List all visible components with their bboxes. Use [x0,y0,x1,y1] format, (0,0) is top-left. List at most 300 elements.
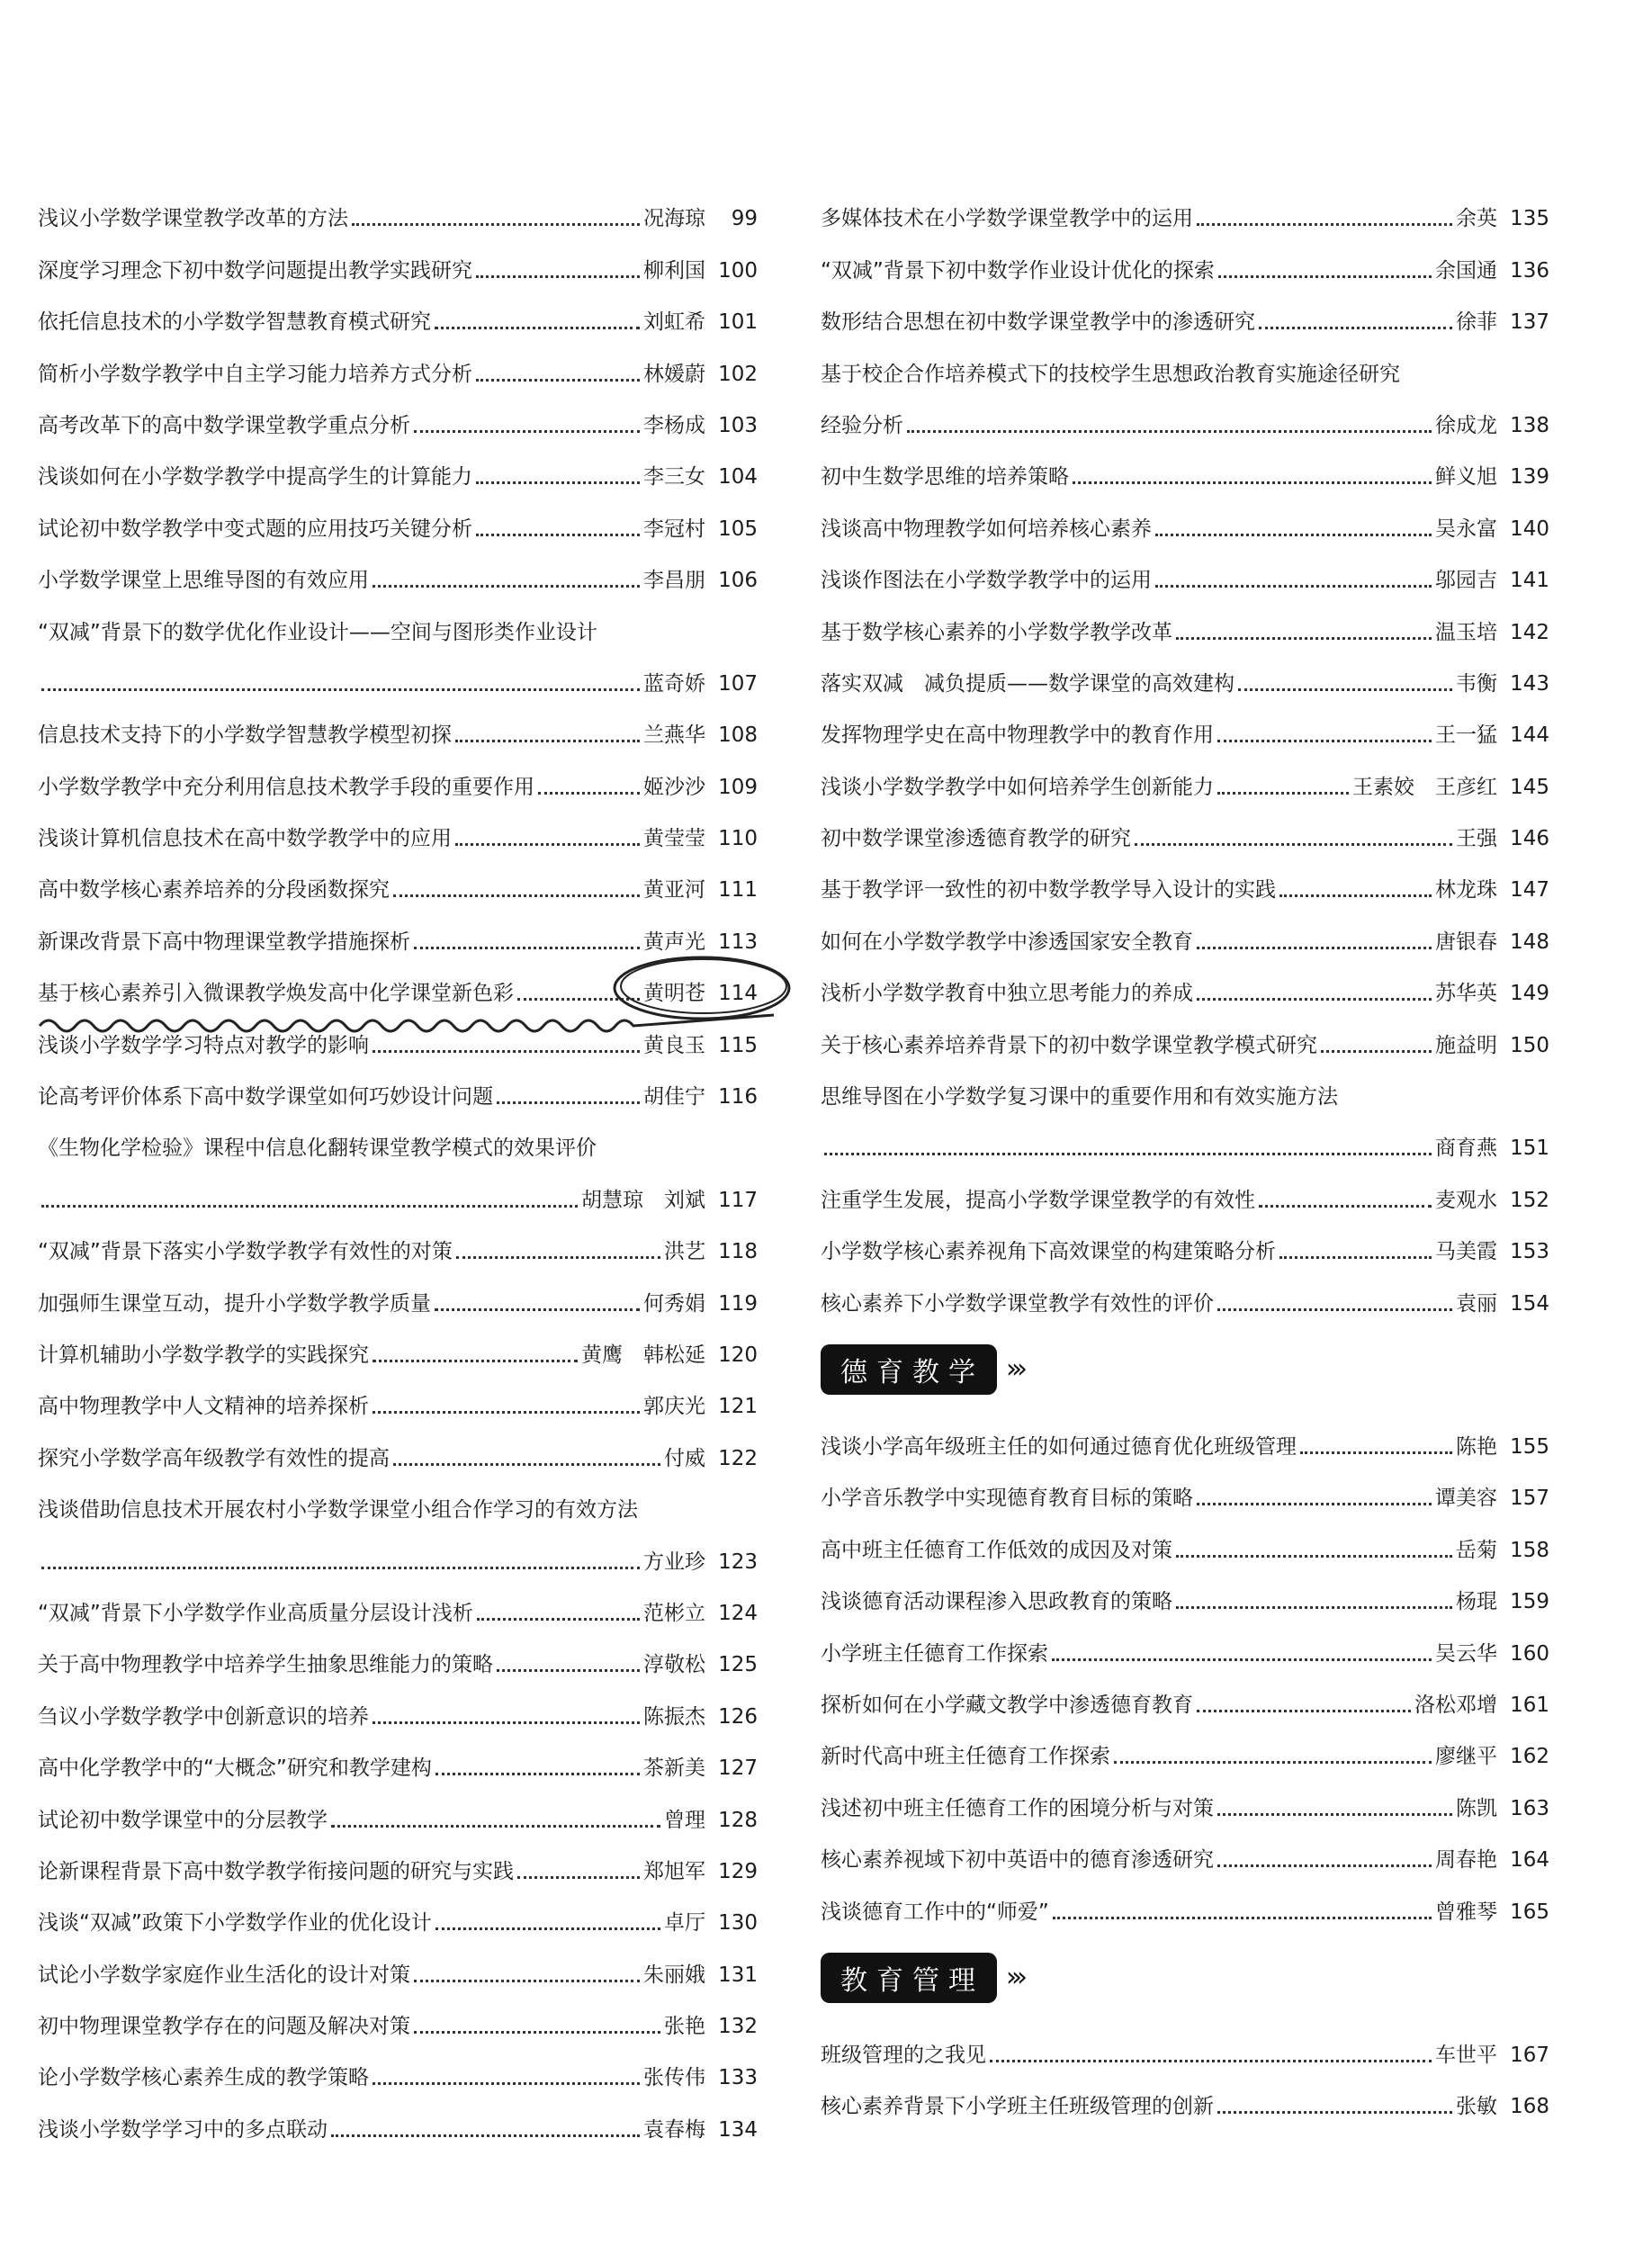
dot-leader [41,1204,578,1208]
toc-entry [38,602,758,653]
entry-page-number: 131 [718,1963,758,1987]
entry-author: 徐菲 [1456,310,1497,335]
entry-page-number: 115 [718,1033,758,1057]
entry-title: 数形结合思想在初中数学课堂教学中的渗透研究 [821,310,1255,335]
toc-entry [821,1469,1549,1520]
entry-author: 袁丽 [1456,1291,1497,1316]
entry-title: 核心素养视域下初中英语中的德育渗透研究 [821,1848,1214,1873]
entry-page-number: 102 [718,362,758,386]
entry-page-number: 155 [1510,1434,1549,1459]
entry-author: 方业珍 [643,1550,705,1574]
entry-title: 浅谈计算机信息技术在高中数学教学中的应用 [38,827,452,851]
toc-entry [38,240,758,292]
toc-entry [821,551,1549,602]
entry-title: 关于核心素养培养背景下的初中数学课堂教学模式研究 [821,1033,1317,1057]
dot-leader [1217,2110,1452,2114]
entry-title: 加强师生课堂互动，提升小学数学教学质量 [38,1291,431,1316]
entry-page-number: 127 [718,1756,758,1781]
entry-author: 兰燕华 [643,723,705,748]
toc-entry [38,1945,758,1996]
dot-leader [1197,1502,1432,1505]
toc-entry [38,1738,758,1790]
dot-leader [1176,1554,1452,1558]
dot-leader [538,791,640,795]
entry-author: 蓝奇娇 [643,671,705,696]
toc-entry [38,1532,758,1583]
entry-title: 发挥物理学史在高中物理教学中的教育作用 [821,723,1214,748]
toc-entry [38,1377,758,1428]
entry-title: 浅述初中班主任德育工作的困境分析与对策 [821,1796,1214,1820]
entry-title: “双减”背景下落实小学数学教学有效性的对策 [38,1240,453,1264]
entry-page-number: 157 [1510,1487,1549,1511]
entry-page-number: 132 [718,2015,758,2039]
entry-page-number: 101 [718,310,758,335]
toc-entry [38,292,758,344]
toc-entry [821,809,1549,860]
entry-author: 黄明苍 [643,982,705,1006]
entry-title: 浅谈德育活动课程渗入思政教育的策略 [821,1590,1172,1614]
entry-author: 吴永富 [1435,517,1497,541]
dot-leader [414,429,640,433]
toc-entry [38,654,758,705]
dot-leader [373,1410,640,1414]
entry-author: 淳敬松 [643,1653,705,1677]
toc-entry [821,1119,1549,1170]
toc-entry [821,189,1549,240]
entry-page-number: 138 [1510,413,1549,437]
dot-leader [1176,636,1432,640]
entry-author: 苏华英 [1435,982,1497,1006]
entry-author: 唐银春 [1435,930,1497,954]
entry-author: 徐成龙 [1435,413,1497,437]
entry-title: 思维导图在小学数学复习课中的重要作用和有效实施方法 [821,1085,1338,1110]
entry-title: 论新课程背景下高中数学教学衔接问题的研究与实践 [38,1859,514,1883]
entry-title: 高中物理教学中人文精神的培养探析 [38,1395,369,1419]
entry-title: 基于校企合作培养模式下的技校学生思想政治教育实施途径研究 [821,362,1400,386]
entry-title: 浅谈小学数学学习特点对教学的影响 [38,1033,369,1057]
entry-page-number: 117 [718,1188,758,1212]
entry-author: 李杨成 [643,413,705,437]
toc-entry [821,1676,1549,1727]
entry-title: 高考改革下的高中数学课堂教学重点分析 [38,413,410,437]
dot-leader [497,1668,640,1672]
entry-title: 初中生数学思维的培养策略 [821,465,1069,490]
toc-entry [821,602,1549,653]
dot-leader [1279,1255,1432,1259]
entry-author: 范彬立 [643,1601,705,1625]
dot-leader [517,997,640,1001]
toc-entry [821,2026,1549,2077]
entry-title: 核心素养下小学数学课堂教学有效性的评价 [821,1291,1214,1316]
entry-author: 姬沙沙 [643,775,705,799]
entry-title: 小学数学教学中充分利用信息技术教学手段的重要作用 [38,775,534,799]
entry-page-number: 99 [731,207,758,231]
toc-entry [821,447,1549,499]
entry-author: 余英 [1456,207,1497,231]
entry-author: 茶新美 [643,1756,705,1781]
dot-leader [1217,739,1432,742]
entry-title: 《生物化学检验》课程中信息化翻转课堂教学模式的效果评价 [38,1136,597,1161]
toc-entry [38,189,758,240]
entry-page-number: 164 [1510,1848,1549,1873]
entry-page-number: 110 [718,827,758,851]
dot-leader [824,1152,1432,1155]
chevron-right-icon: ››› [1006,1353,1022,1386]
toc-entry [821,1830,1549,1882]
entry-author: 张传伟 [643,2066,705,2090]
dot-leader [331,1824,660,1828]
entry-page-number: 143 [1510,671,1549,696]
entry-page-number: 160 [1510,1641,1549,1666]
entry-author: 张敏 [1456,2095,1497,2119]
entry-author: 郑旭军 [643,1859,705,1883]
entry-author: 周春艳 [1435,1848,1497,1873]
dot-leader [373,1359,578,1362]
entry-page-number: 125 [718,1653,758,1677]
entry-author: 洛松邓增 [1414,1693,1497,1717]
entry-page-number: 119 [718,1291,758,1316]
entry-page-number: 137 [1510,310,1549,335]
toc-entry [38,1273,758,1325]
toc-entry [821,499,1549,550]
dot-leader [1073,481,1432,484]
entry-title: “双减”背景下初中数学作业设计优化的探索 [821,258,1215,283]
dot-leader [1155,533,1432,536]
entry-title: 落实双减 减负提质——数学课堂的高效建构 [821,671,1235,696]
toc-entry [38,1686,758,1738]
entry-author: 黄莹莹 [643,827,705,851]
entry-page-number: 108 [718,723,758,748]
entry-page-number: 147 [1510,878,1549,903]
dot-leader [414,2030,660,2034]
entry-title: 小学班主任德育工作探索 [821,1641,1048,1666]
toc-entry [821,1778,1549,1829]
dot-leader [455,739,640,742]
toc-entry [821,1222,1549,1273]
toc-entry [38,1428,758,1479]
dot-leader [477,1617,640,1621]
entry-author: 黄亚河 [643,878,705,903]
entry-author: 陈艳 [1456,1434,1497,1459]
entry-title: 简析小学数学教学中自主学习能力培养方式分析 [38,362,472,386]
entry-page-number: 129 [718,1859,758,1883]
entry-page-number: 109 [718,775,758,799]
entry-page-number: 159 [1510,1590,1549,1614]
toc-left-column [38,189,758,2152]
section-label: 德育教学 [821,1344,997,1395]
toc-entry [38,1584,758,1635]
entry-page-number: 145 [1510,775,1549,799]
toc-entry [821,964,1549,1015]
toc-entry [38,499,758,550]
entry-title: 核心素养背景下小学班主任班级管理的创新 [821,2095,1214,2119]
entry-page-number: 154 [1510,1291,1549,1316]
entry-title: 小学数学核心素养视角下高效课堂的构建策略分析 [821,1240,1276,1264]
dot-leader [476,274,640,278]
entry-page-number: 139 [1510,465,1549,490]
toc-entry [38,1119,758,1170]
entry-title: 新课改背景下高中物理课堂教学措施探析 [38,930,410,954]
dot-leader [1217,1864,1432,1867]
entry-title: 论高考评价体系下高中数学课堂如何巧妙设计问题 [38,1085,493,1110]
entry-title: 浅谈小学数学教学中如何培养学生创新能力 [821,775,1214,799]
entry-title: 初中数学课堂渗透德育教学的研究 [821,827,1131,851]
dot-leader [373,1049,640,1053]
entry-page-number: 136 [1510,258,1549,283]
toc-entry [38,1067,758,1119]
entry-author: 商育燕 [1435,1136,1497,1161]
entry-author: 朱丽娥 [643,1963,705,1987]
entry-author: 卓厅 [664,1911,705,1936]
dot-leader [393,1462,660,1466]
entry-author: 车世平 [1435,2043,1497,2067]
entry-title: 班级管理的之我见 [821,2043,986,2067]
entry-author: 胡慧琼 刘斌 [581,1188,705,1212]
toc-entry [38,912,758,963]
dot-leader [1217,791,1349,795]
toc-entry [38,344,758,395]
entry-author: 马美霞 [1435,1240,1497,1264]
entry-author: 何秀娟 [643,1291,705,1316]
toc-entry [821,396,1549,447]
toc-entry [821,860,1549,912]
entry-title: 浅谈小学高年级班主任的如何通过德育优化班级管理 [821,1434,1297,1459]
dot-leader [1217,1307,1452,1311]
entry-page-number: 105 [718,517,758,541]
entry-author: 曾雅琴 [1435,1900,1497,1924]
entry-author: 麦观水 [1435,1188,1497,1212]
dot-leader [1197,1709,1411,1712]
dot-leader [352,222,640,226]
entry-author: 鲜义旭 [1435,465,1497,490]
entry-title: 高中数学核心素养培养的分段函数探究 [38,878,390,903]
entry-page-number: 151 [1510,1136,1549,1161]
entry-title: 浅谈作图法在小学数学教学中的运用 [821,569,1152,593]
entry-title: “双减”背景下小学数学作业高质量分层设计浅析 [38,1601,473,1625]
entry-title: 注重学生发展，提高小学数学课堂教学的有效性 [821,1188,1255,1212]
dot-leader [1197,997,1432,1001]
entry-title: 试论初中数学教学中变式题的应用技巧关键分析 [38,517,472,541]
toc-entry [821,1727,1549,1778]
dot-leader [1259,1204,1432,1208]
dot-leader [435,326,640,329]
entry-title: 高中班主任德育工作低效的成因及对策 [821,1538,1172,1562]
entry-page-number: 106 [718,569,758,593]
entry-page-number: 113 [718,930,758,954]
entry-page-number: 116 [718,1085,758,1110]
dot-leader [907,429,1432,433]
section-heading [821,1946,1549,2009]
entry-author: 黄声光 [643,930,705,954]
entry-title: 浅谈如何在小学数学教学中提高学生的计算能力 [38,465,472,490]
entry-title: “双减”背景下的数学优化作业设计——空间与图形类作业设计 [38,620,597,644]
entry-title: 浅谈“双减”政策下小学数学作业的优化设计 [38,1911,432,1936]
entry-page-number: 126 [718,1704,758,1729]
entry-title: 经验分析 [821,413,903,437]
entry-author: 陈凯 [1456,1796,1497,1820]
entry-title: 刍议小学数学教学中创新意识的培养 [38,1704,369,1729]
toc-entry [38,1015,758,1066]
entry-page-number: 144 [1510,723,1549,748]
dot-leader [414,1979,640,1982]
entry-page-number: 165 [1510,1900,1549,1924]
entry-author: 吴云华 [1435,1641,1497,1666]
toc-entry [821,1170,1549,1221]
entry-title: 新时代高中班主任德育工作探索 [821,1745,1110,1769]
dot-leader [393,894,640,897]
toc-entry [821,705,1549,757]
entry-author: 李冠村 [643,517,705,541]
entry-title: 初中物理课堂教学存在的问题及解决对策 [38,2015,410,2039]
entry-page-number: 152 [1510,1188,1549,1212]
entry-title: 探析如何在小学藏文教学中渗透德育教育 [821,1693,1193,1717]
toc-entry [38,1222,758,1273]
section-label: 教育管理 [821,1953,997,2003]
entry-page-number: 146 [1510,827,1549,851]
entry-title: 基于核心素养引入微课教学焕发高中化学课堂新色彩 [38,982,514,1006]
entry-title: 基于教学评一致性的初中数学教学导入设计的实践 [821,878,1276,903]
dot-leader [497,1101,640,1104]
entry-title: 如何在小学数学教学中渗透国家安全教育 [821,930,1193,954]
entry-author: 黄鹰 韩松延 [581,1343,705,1367]
toc-entry [821,1417,1549,1469]
dot-leader [1053,1916,1432,1919]
entry-page-number: 167 [1510,2043,1549,2067]
dot-leader [414,946,640,949]
entry-page-number: 103 [718,413,758,437]
entry-page-number: 118 [718,1240,758,1264]
entry-title: 试论初中数学课堂中的分层教学 [38,1808,328,1832]
entry-author: 柳利国 [643,258,705,283]
entry-page-number: 114 [718,982,758,1006]
dot-leader [435,1927,660,1930]
entry-author: 王强 [1456,827,1497,851]
entry-title: 浅谈小学数学学习中的多点联动 [38,2117,328,2142]
dot-leader [455,842,640,846]
entry-author: 刘虹希 [643,310,705,335]
dot-leader [435,1307,640,1311]
toc-entry [38,860,758,912]
dot-leader [1114,1760,1432,1764]
entry-author: 况海琼 [643,207,705,231]
entry-page-number: 141 [1510,569,1549,593]
entry-page-number: 153 [1510,1240,1549,1264]
entry-author: 温玉培 [1435,620,1497,644]
entry-page-number: 140 [1510,517,1549,541]
toc-entry [821,1520,1549,1571]
entry-author: 郭庆光 [643,1395,705,1419]
entry-page-number: 104 [718,465,758,490]
dot-leader [517,1875,640,1879]
entry-author: 林媛蔚 [643,362,705,386]
toc-entry [38,1893,758,1945]
entry-author: 王一猛 [1435,723,1497,748]
toc-right-column [821,189,1549,2128]
toc-entry [821,912,1549,963]
dot-leader [373,584,640,588]
dot-leader [1176,1605,1452,1609]
toc-entry [38,1635,758,1686]
entry-title: 探究小学数学高年级教学有效性的提高 [38,1446,390,1470]
entry-page-number: 120 [718,1343,758,1367]
entry-author: 曾理 [664,1808,705,1832]
entry-page-number: 148 [1510,930,1549,954]
entry-title: 依托信息技术的小学数学智慧教育模式研究 [38,310,431,335]
entry-title: 浅析小学数学教育中独立思考能力的养成 [821,982,1193,1006]
toc-entry [38,2048,758,2099]
entry-title: 高中化学教学中的“大概念”研究和教学建构 [38,1756,432,1781]
toc-entry [38,1842,758,1893]
dot-leader [456,1255,660,1259]
dot-leader [1300,1451,1452,1454]
entry-page-number: 150 [1510,1033,1549,1057]
toc-entry [821,1572,1549,1623]
dot-leader [1197,222,1452,226]
entry-title: 试论小学数学家庭作业生活化的设计对策 [38,1963,410,1987]
toc-entry [821,1273,1549,1325]
toc-entry [38,757,758,808]
dot-leader [1155,584,1432,588]
dot-leader [41,1566,640,1569]
entry-page-number: 161 [1510,1693,1549,1717]
toc-entry [821,1882,1549,1933]
entry-title: 多媒体技术在小学数学课堂教学中的运用 [821,207,1193,231]
entry-page-number: 123 [718,1550,758,1574]
dot-leader [1321,1049,1432,1053]
toc-entry [38,2099,758,2151]
entry-page-number: 142 [1510,620,1549,644]
entry-title: 信息技术支持下的小学数学智慧教学模型初探 [38,723,452,748]
entry-author: 洪艺 [664,1240,705,1264]
entry-title: 小学数学课堂上思维导图的有效应用 [38,569,369,593]
dot-leader [1052,1658,1432,1661]
dot-leader [331,2134,640,2137]
toc-entry [38,809,758,860]
chevron-right-icon: ››› [1006,1962,1022,1993]
toc-entry [38,396,758,447]
entry-author: 谭美容 [1435,1487,1497,1511]
entry-page-number: 107 [718,671,758,696]
entry-author: 施益明 [1435,1033,1497,1057]
entry-author: 付威 [664,1446,705,1470]
entry-author: 李昌朋 [643,569,705,593]
entry-title: 基于数学核心素养的小学数学教学改革 [821,620,1172,644]
dot-leader [373,2081,640,2085]
toc-entry [821,1067,1549,1119]
dot-leader [41,687,640,691]
dot-leader [1218,274,1432,278]
toc-entry [821,654,1549,705]
entry-author: 余国通 [1435,258,1497,283]
entry-author: 杨琨 [1456,1590,1497,1614]
entry-title: 论小学数学核心素养生成的教学策略 [38,2066,369,2090]
entry-title: 计算机辅助小学数学教学的实践探究 [38,1343,369,1367]
toc-entry [821,240,1549,292]
dot-leader [990,2059,1432,2062]
entry-title: 浅议小学数学课堂教学改革的方法 [38,207,348,231]
toc-entry [38,705,758,757]
toc-entry [38,964,758,1015]
entry-author: 胡佳宁 [643,1085,705,1110]
entry-author: 袁春梅 [643,2117,705,2142]
toc-entry [38,1480,758,1532]
dot-leader [1197,946,1432,949]
toc-entry [821,292,1549,344]
entry-title: 关于高中物理教学中培养学生抽象思维能力的策略 [38,1653,493,1677]
entry-page-number: 111 [718,878,758,903]
toc-entry [38,1170,758,1221]
toc-entry [821,344,1549,395]
